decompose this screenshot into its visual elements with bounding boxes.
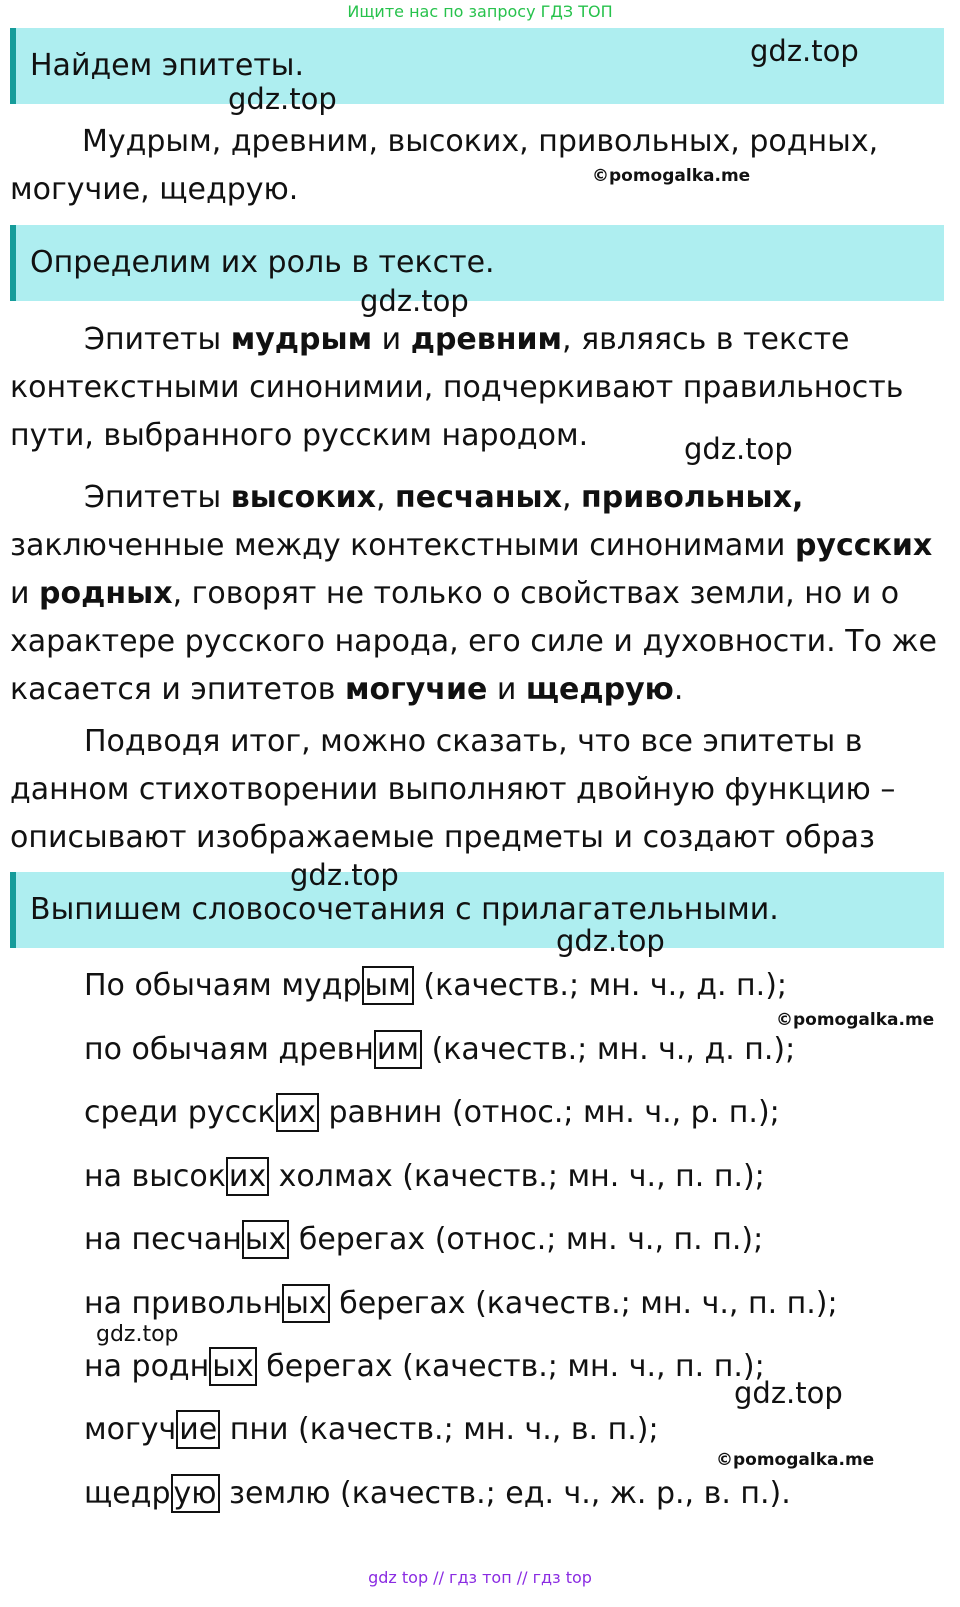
phrase-rest: землю (качеств.; ед. ч., ж. р., в. п.). [219,1476,791,1511]
section-header-role: Определим их роль в тексте. [10,225,944,301]
phrase-rest: холмах (качеств.; мн. ч., п. п.); [269,1159,765,1194]
phrase-stem: на песчан [84,1222,242,1257]
phrase-rest: равнин (относ.; мн. ч., р. п.); [318,1095,780,1130]
phrase-rest: берегах (относ.; мн. ч., п. п.); [289,1222,764,1257]
phrase-rest: берегах (качеств.; мн. ч., п. п.); [329,1286,838,1321]
bold-word: древним [410,322,563,357]
watermark-gdz: gdz.top [684,432,793,466]
boxed-ending: ых [282,1284,329,1323]
watermark-gdz: gdz.top [734,1376,843,1410]
phrase-line [84,1030,795,1070]
text: и [372,322,411,357]
boxed-ending: ие [176,1410,220,1449]
text: Эпитеты [84,480,231,515]
footer-links: gdz top // гдз топ // гдз top [368,1568,592,1587]
boxed-ending: им [374,1030,422,1069]
text: и [10,576,40,611]
phrase-rest: (качеств.; мн. ч., д. п.); [422,1032,796,1067]
boxed-ending: ых [209,1347,256,1386]
phrase-stem: среди русск [84,1095,276,1130]
watermark-gdz: gdz.top [360,284,469,318]
bold-word: могучие [344,672,488,707]
phrase-line [84,1220,763,1260]
bold-word: высоких [230,480,376,515]
boxed-ending: ых [242,1220,289,1259]
watermark-gdz: gdz.top [556,924,665,958]
paragraph-conclusion: Подводя итог, можно сказать, что все эпитеты в данном стихотворении выполняют двойную функцию – описывают изображаемые предметы и создают образ [10,724,896,855]
watermark-gdz: gdz.top [96,1322,179,1347]
phrase-stem: на высок [84,1159,226,1194]
text: , являясь в тексте контекстными синонимии, подчеркивают правильность пути, выбранного русским народом. [10,322,904,453]
paragraph-role-2 [10,474,950,714]
watermark-gdz: gdz.top [290,858,399,892]
phrase-rest: берегах (качеств.; мн. ч., п. п.); [256,1349,765,1384]
phrase-stem: могуч [84,1412,177,1447]
phrase-stem: по обычаям древн [84,1032,374,1067]
section-header-find-epithets: Найдем эпитеты. [10,28,944,104]
phrase-stem: щедр [84,1476,171,1511]
text: и [487,672,526,707]
phrase-line [84,1474,791,1514]
search-hint-banner: Ищите нас по запросу ГДЗ ТОП [347,2,613,21]
phrase-line [84,1093,780,1133]
watermark-gdz: gdz.top [228,82,337,116]
boxed-ending: ую [171,1474,220,1513]
bold-word: родных [39,576,173,611]
phrase-stem: на родн [84,1349,210,1384]
phrase-line [84,1410,659,1450]
watermark-pomogalka: ©pomogalka.me [776,1010,935,1030]
watermark-gdz: gdz.top [750,34,859,68]
bold-word: русских [794,528,933,563]
boxed-ending: ым [362,966,414,1005]
text: , [561,480,582,515]
text: , [375,480,396,515]
text: заключенные между контекстными синонимами [10,528,795,563]
boxed-ending: их [276,1093,319,1132]
bold-word: привольных, [581,480,804,515]
bold-word: мудрым [230,322,373,357]
text: Эпитеты [84,322,231,357]
epithets-list-line-1: Мудрым, древним, высоких, привольных, родных, [82,124,879,159]
phrase-line [84,966,787,1006]
section-header-phrases: Выпишем словосочетания с прилагательными. [10,872,944,948]
phrase-line [84,1157,765,1197]
text: . [673,672,684,707]
phrase-line [84,1284,838,1324]
boxed-ending: их [226,1157,269,1196]
phrase-stem: на привольн [84,1286,283,1321]
phrase-line [84,1347,765,1387]
bold-word: щедрую [525,672,674,707]
phrase-rest: (качеств.; мн. ч., д. п.); [413,968,788,1003]
epithets-list [10,118,950,214]
paragraph-role-1 [10,316,950,460]
epithets-list-line-2: могучие, щедрую. [10,172,299,207]
watermark-pomogalka: ©pomogalka.me [592,166,751,186]
phrase-stem: По обычаям мудр [84,968,362,1003]
phrase-rest: пни (качеств.; мн. ч., в. п.); [220,1412,659,1447]
bold-word: песчаных [395,480,562,515]
text: , говорят не только о свойствах земли, но и о характере русского народа, его силе и духовности. То же касается и эпитетов [10,576,937,707]
watermark-pomogalka: ©pomogalka.me [716,1450,875,1470]
